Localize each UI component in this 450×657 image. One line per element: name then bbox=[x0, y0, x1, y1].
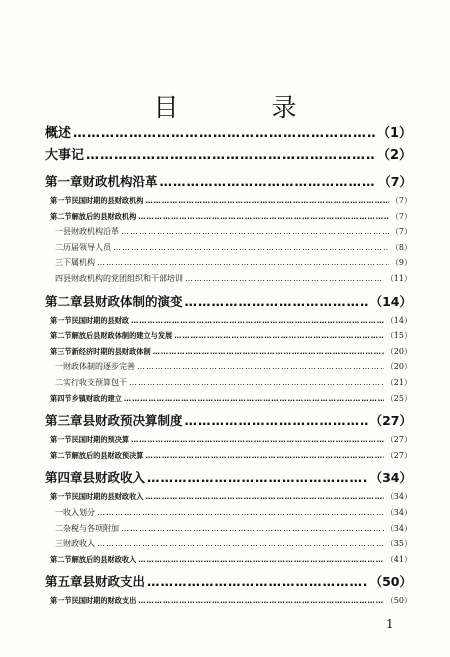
dot-leader bbox=[174, 328, 384, 344]
toc-entry-page: （50） bbox=[385, 596, 412, 606]
toc-entry-label: 县财政机构沿革 bbox=[63, 227, 119, 237]
page-title: 目 录 bbox=[153, 93, 331, 122]
dot-leader bbox=[131, 313, 384, 329]
toc-entry-number: 第二章 bbox=[45, 293, 83, 309]
toc-entry-section bbox=[45, 432, 412, 448]
dot-leader bbox=[138, 209, 389, 225]
toc-entry-sub bbox=[45, 521, 412, 537]
dot-leader bbox=[124, 391, 384, 407]
dot-leader bbox=[97, 255, 389, 271]
toc-entry-number: 第五章 bbox=[45, 574, 83, 590]
toc-entry-number: 第三节 bbox=[50, 346, 72, 356]
toc-entry-top bbox=[45, 123, 412, 145]
toc-entry-label: 历届领导人员 bbox=[63, 242, 111, 252]
toc-entry-section bbox=[45, 193, 412, 209]
toc-entry-page: （20） bbox=[385, 362, 412, 372]
toc-entry-number: 第一节 bbox=[50, 492, 72, 502]
toc-entry-number: 第二节 bbox=[50, 450, 72, 460]
toc-entry-number: 一 bbox=[55, 507, 63, 517]
toc-entry-page: （9） bbox=[390, 258, 412, 268]
toc-entry-chapter bbox=[45, 571, 412, 593]
toc-entry-number: 第二节 bbox=[50, 211, 72, 221]
toc-entry-label: 财政收入 bbox=[63, 539, 95, 549]
toc-entry-page: （14） bbox=[369, 293, 412, 309]
dot-leader bbox=[129, 375, 384, 391]
toc-entry-page: （34） bbox=[385, 507, 412, 517]
toc-entry-page: （27） bbox=[385, 435, 412, 445]
toc-entry-number: 第二节 bbox=[50, 331, 72, 341]
toc-entry-label: 民国时期的县财政机构 bbox=[71, 196, 144, 205]
dot-leader bbox=[113, 240, 389, 256]
dot-leader bbox=[145, 489, 383, 505]
table-of-contents bbox=[45, 123, 412, 609]
toc-entry-section bbox=[45, 328, 412, 344]
toc-entry-sub bbox=[45, 240, 412, 256]
dot-leader bbox=[185, 271, 384, 287]
toc-entry-number: 第一节 bbox=[50, 315, 72, 325]
toc-entry-number: 四 bbox=[55, 273, 63, 283]
toc-entry-label: 杂税与各项附加 bbox=[63, 523, 119, 533]
dot-leader bbox=[137, 359, 384, 375]
toc-entry-sub bbox=[45, 255, 412, 271]
toc-entry-number: 第一章 bbox=[45, 174, 83, 189]
toc-entry-chapter bbox=[45, 291, 412, 313]
toc-entry-page: （20） bbox=[385, 346, 412, 356]
toc-entry-section bbox=[45, 344, 412, 360]
toc-entry-number: 二 bbox=[55, 523, 63, 533]
dot-leader bbox=[185, 291, 368, 313]
toc-entry-label: 解放后的县财政预决算 bbox=[71, 450, 144, 460]
toc-entry-chapter bbox=[45, 467, 412, 489]
toc-entry-number: 第四章 bbox=[45, 470, 83, 486]
toc-entry-section bbox=[45, 552, 412, 568]
toc-entry-page: （50） bbox=[369, 574, 412, 590]
toc-entry-label: 民国时期的县财政收入 bbox=[71, 492, 144, 502]
toc-entry-label: 收入划分 bbox=[63, 507, 95, 517]
toc-entry-page: （7） bbox=[390, 227, 412, 237]
dot-leader bbox=[147, 571, 368, 593]
toc-entry-section bbox=[45, 448, 412, 464]
toc-entry-number: 第二节 bbox=[50, 554, 72, 564]
toc-entry-number: 二 bbox=[55, 242, 63, 252]
dot-leader bbox=[97, 536, 384, 552]
toc-entry-number: 第一节 bbox=[50, 435, 72, 445]
toc-entry-sub bbox=[45, 505, 412, 521]
toc-entry-number: 一 bbox=[55, 227, 63, 237]
dot-leader bbox=[73, 123, 375, 145]
toc-entry-chapter bbox=[45, 410, 412, 432]
dot-leader bbox=[97, 505, 384, 521]
toc-entry-label: 县财政收入 bbox=[82, 470, 146, 486]
dot-leader bbox=[138, 552, 384, 568]
dot-leader bbox=[147, 467, 368, 489]
dot-leader bbox=[145, 193, 388, 209]
toc-entry-number: 第三章 bbox=[45, 413, 83, 429]
toc-entry-page: （21） bbox=[385, 377, 412, 387]
dot-leader bbox=[121, 521, 384, 537]
toc-entry-page: （7） bbox=[390, 211, 412, 221]
dot-leader bbox=[138, 593, 384, 609]
dot-leader bbox=[185, 410, 368, 432]
toc-entry-label: 乡镇财政的建立 bbox=[71, 393, 122, 403]
toc-entry-label: 解放后的县财政收入 bbox=[71, 554, 137, 564]
toc-entry-label: 民国时期的县财政 bbox=[71, 315, 130, 325]
toc-entry-page: （15） bbox=[385, 331, 412, 341]
toc-entry-sub bbox=[45, 359, 412, 375]
toc-entry-label: 新经济时期的县财政体制 bbox=[71, 346, 151, 356]
toc-entry-label: 民国时期的财政支出 bbox=[71, 596, 137, 606]
toc-entry-label: 解放后的县财政机构 bbox=[71, 211, 137, 221]
dot-leader bbox=[145, 448, 383, 464]
toc-entry-page: （2） bbox=[376, 148, 412, 163]
toc-entry-label: 县财政支出 bbox=[82, 574, 146, 590]
dot-leader bbox=[153, 344, 384, 360]
toc-entry-sub bbox=[45, 224, 412, 240]
toc-entry-page: （7） bbox=[390, 196, 412, 205]
toc-entry-number: 三 bbox=[55, 258, 63, 268]
dot-leader bbox=[121, 224, 389, 240]
toc-entry-section bbox=[45, 209, 412, 225]
toc-entry-label: 民国时期的预决算 bbox=[71, 435, 130, 445]
toc-entry-number: 第四节 bbox=[50, 393, 72, 403]
toc-entry-label: 财政机构沿革 bbox=[82, 174, 158, 189]
dot-leader bbox=[131, 432, 384, 448]
toc-entry-label: 下属机构 bbox=[63, 258, 95, 268]
toc-entry-page: （27） bbox=[385, 450, 412, 460]
toc-entry-top bbox=[45, 145, 412, 167]
toc-entry-label: 解放后县财政体制的建立与发展 bbox=[71, 331, 173, 341]
toc-entry-sub bbox=[45, 375, 412, 391]
toc-entry-page: （41） bbox=[385, 554, 412, 564]
toc-entry-chapter bbox=[45, 171, 412, 193]
toc-entry-page: （34） bbox=[385, 492, 412, 502]
toc-entry-number: 三 bbox=[55, 539, 63, 549]
toc-entry-page: （11） bbox=[385, 273, 412, 283]
toc-entry-page: （14） bbox=[385, 315, 412, 325]
dot-leader bbox=[86, 145, 375, 167]
toc-entry-page: （8） bbox=[390, 242, 412, 252]
toc-entry-section bbox=[45, 391, 412, 407]
toc-entry-number: 一 bbox=[55, 362, 63, 372]
toc-entry-page: （34） bbox=[385, 523, 412, 533]
toc-entry-sub bbox=[45, 536, 412, 552]
toc-entry-label: 概述 bbox=[45, 126, 72, 141]
toc-entry-number: 第一节 bbox=[50, 196, 72, 205]
dot-leader bbox=[160, 171, 377, 193]
toc-entry-label: 县财政预决算制度 bbox=[82, 413, 183, 429]
toc-entry-page: （34） bbox=[369, 470, 412, 486]
toc-entry-section bbox=[45, 593, 412, 609]
toc-entry-page: （1） bbox=[376, 126, 412, 141]
page-number: 1 bbox=[386, 617, 394, 631]
toc-entry-sub bbox=[45, 271, 412, 287]
toc-entry-page: （25） bbox=[385, 393, 412, 403]
toc-entry-label: 财政体制的逐步完善 bbox=[63, 362, 135, 372]
toc-entry-label: 实行收支预算包干 bbox=[63, 377, 127, 387]
toc-entry-page: （27） bbox=[369, 413, 412, 429]
toc-entry-label: 县财政机构的党团组织和干部培训 bbox=[63, 273, 183, 283]
toc-entry-label: 大事记 bbox=[45, 148, 85, 163]
toc-entry-page: （7） bbox=[378, 174, 412, 189]
toc-entry-number: 二 bbox=[55, 377, 63, 387]
toc-entry-number: 第一节 bbox=[50, 596, 72, 606]
toc-entry-section bbox=[45, 489, 412, 505]
toc-entry-label: 县财政体制的演变 bbox=[82, 293, 183, 309]
toc-entry-section bbox=[45, 313, 412, 329]
toc-entry-page: （35） bbox=[385, 539, 412, 549]
